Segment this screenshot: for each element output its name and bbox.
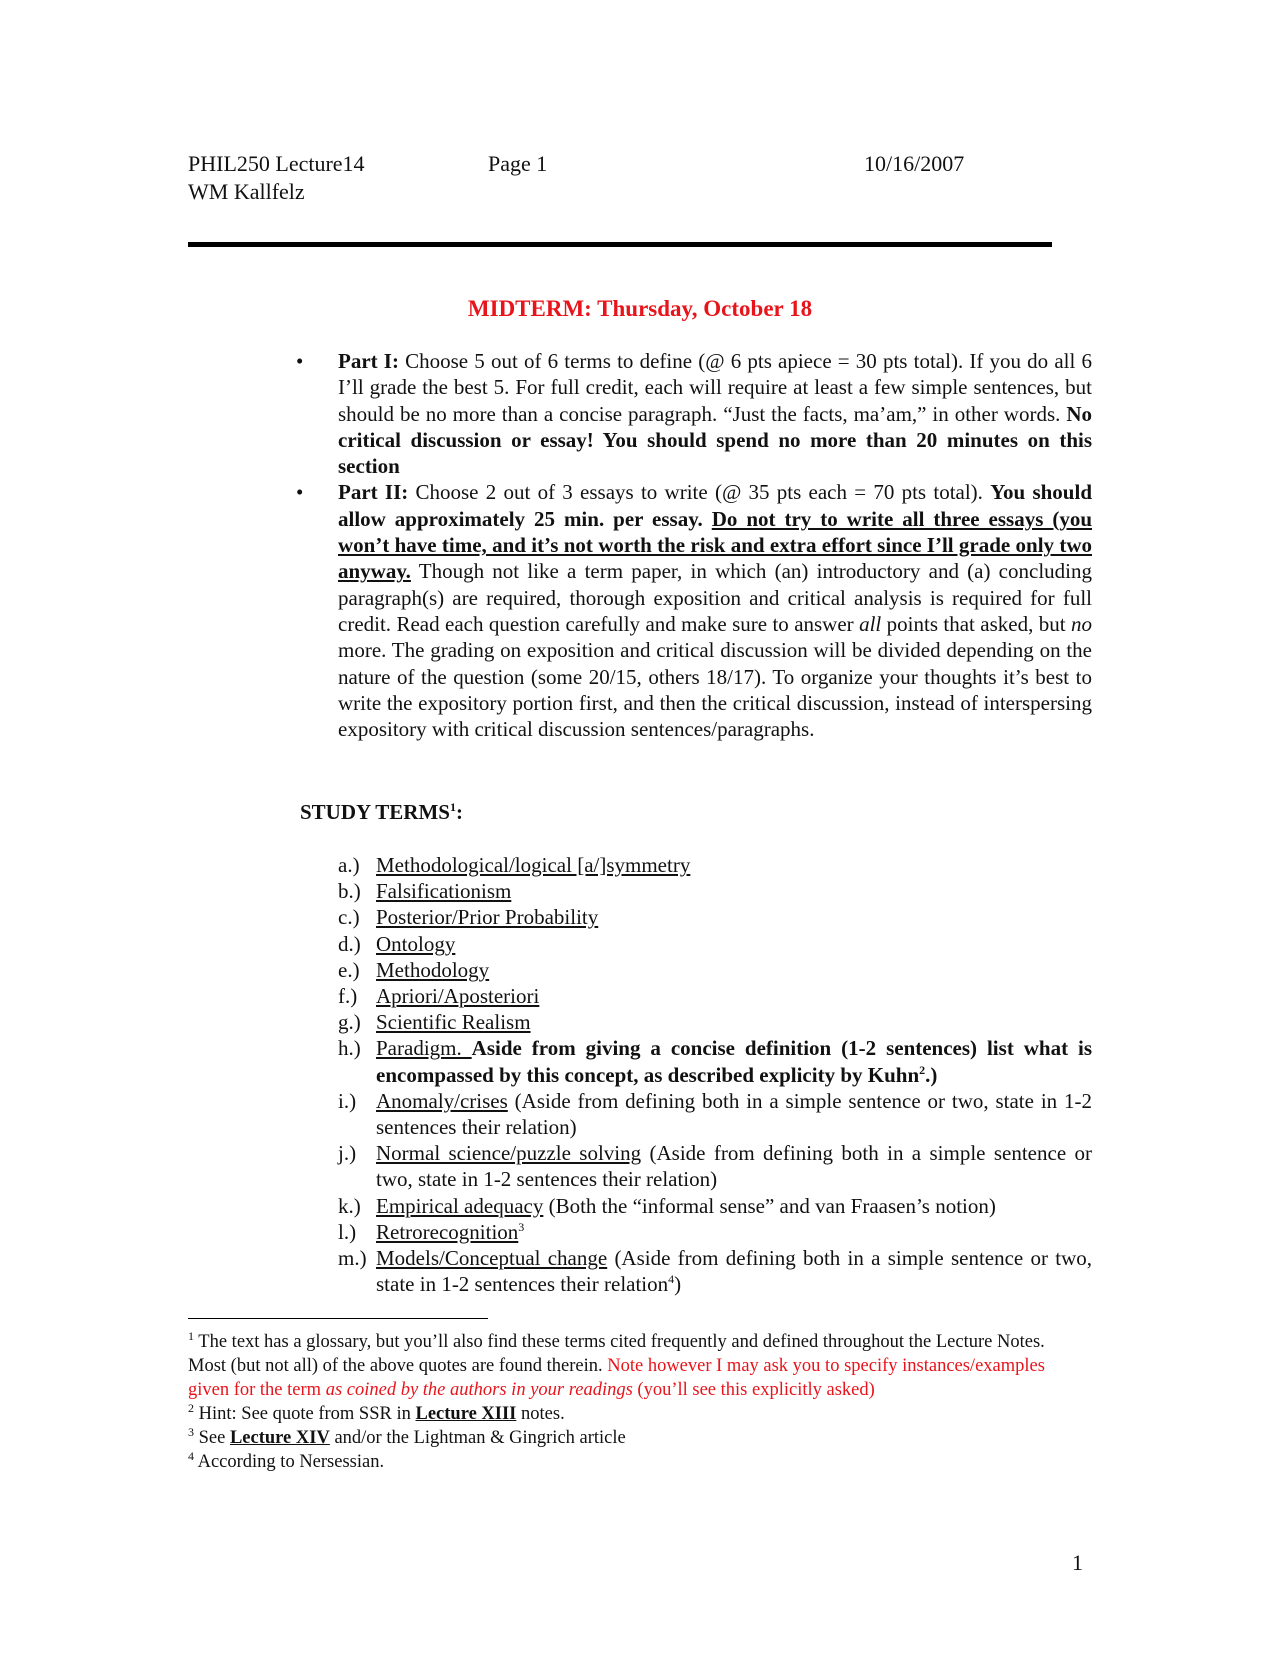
footnotes [188,1330,1068,1474]
bullet-icon: • [296,480,304,505]
part2-label: Part II: [338,480,409,505]
term-letter: d.) [338,931,361,956]
bullet-icon: • [296,349,304,373]
part2-text-c: more. The grading on exposition and critical discussion will be divided depending on the nature of the question (some 20/15, others 18/17). To organize your thoughts it’s best to write the expository portion first, and then the critical discussion, instead of interspersing expository with critical discussion sentences/paragraphs. [338,638,1092,742]
footnote-text: See [194,1428,230,1448]
footnote-1 [188,1330,1068,1402]
term-name: Retrorecognition [376,1219,519,1244]
part2-bold-text: You should allow approximately 25 min. per essay. [338,480,1092,531]
page-title: MIDTERM: Thursday, October 18 [467,296,813,321]
footnote-ref: 4 [668,1272,675,1287]
part1-label: Part I: [338,349,399,373]
footnote-text-end: notes. [516,1404,565,1424]
footnote-ref: 2 [919,1062,926,1077]
footnote-2 [188,1402,1068,1426]
term-note: (Aside from defining both in a simple sentence or two, state in 1-2 sentences their relation) [376,1088,1092,1140]
part2-text-b: points that asked, but [881,611,1071,636]
term-note-end: .) [925,1062,938,1087]
term-name: Empirical adequacy [376,1193,544,1218]
term-letter: j.) [338,1141,357,1166]
term-name: Paradigm. [376,1036,472,1061]
footnote-text: According to Nersessian. [194,1452,385,1472]
footnote-rule [188,1318,488,1319]
heading-colon: : [455,800,463,824]
term-name: Normal science/puzzle solving [376,1141,642,1166]
footnote-number: 1 [188,1328,194,1343]
footnote-text: The text has a glossary, but you’ll also find these terms cited frequently and defined throughout the Lecture Notes. Most (but not all) of the above quotes are found therein. [188,1332,1045,1376]
study-terms-heading [300,800,463,825]
term-item [338,957,1092,983]
footnote-red-end: (you’ll see this explicitly asked) [632,1380,875,1400]
term-name: Anomaly/crises [376,1088,508,1113]
page-label: Page 1 [488,151,548,176]
term-letter: m.) [338,1246,367,1271]
course-lecture: PHIL250 Lecture14 [188,151,365,176]
term-name: Posterior/Prior Probability [376,905,599,930]
term-item [338,878,1092,904]
term-name: Methodology [376,957,490,982]
term-letter: c.) [338,905,360,930]
term-letter: i.) [338,1088,357,1113]
part2-emphasis-no: no [1071,611,1092,636]
part2-emphasis-all: all [859,611,882,636]
study-terms-list [338,852,1092,1297]
term-letter: l.) [338,1219,357,1244]
term-letter: g.) [338,1010,361,1035]
footnote-4 [188,1450,1068,1474]
part2-item [296,479,1092,742]
term-letter: e.) [338,957,360,982]
term-item [338,1219,1092,1245]
term-note: (Both the “informal sense” and van Fraasen’s notion) [543,1193,996,1218]
term-item [338,983,1092,1009]
part2-warning: Do not try to write all three essays (you won’t have time, and it’s not worth the risk and extra effort since I’ll grade only two anyway. [338,506,1092,584]
term-note: (Aside from defining both in a simple sentence or two, state in 1-2 sentences their relation) [376,1141,1093,1192]
lecture-xiv-link[interactable]: Lecture XIV [229,1428,330,1448]
term-note-end: ) [674,1272,682,1297]
footnote-red-text: Note however I may ask you to specify instances/examples given for the term [188,1356,1045,1400]
footnote-text: Hint: See quote from SSR in [194,1404,416,1424]
part1-bold-text: No critical discussion or essay! You should spend no more than 20 minutes on this section [338,401,1092,479]
term-item [338,852,1092,878]
instructions-list [296,348,1092,742]
term-item [338,1193,1092,1219]
study-terms-title: STUDY TERMS [300,800,450,824]
author-name: WM Kallfelz [188,179,305,204]
term-name: Models/Conceptual change [376,1246,608,1271]
term-item [338,1140,1092,1192]
term-letter: h.) [338,1036,361,1061]
footnote-number: 2 [188,1400,194,1415]
part2-text: Choose 2 out of 3 essays to write (@ 35 pts each = 70 pts total). [408,480,991,505]
term-letter: f.) [338,984,358,1009]
term-name: Methodological/logical [a/]symmetry [376,853,691,877]
term-item [338,1035,1092,1087]
footnote-red-italic: as coined by the authors in your readings [325,1380,633,1400]
footnote-3 [188,1426,1068,1450]
footnote-ref: 3 [518,1219,525,1234]
term-name: Ontology [376,931,456,956]
term-item [338,1088,1092,1140]
term-name: Falsificationism [376,879,512,904]
part1-item [296,348,1092,479]
term-item [338,931,1092,957]
term-item [338,1009,1092,1035]
term-name: Scientific Realism [376,1010,531,1035]
term-note: (Aside from defining both in a simple sentence or two, state in 1-2 sentences their relation [376,1246,1092,1297]
lecture-xiii-link[interactable]: Lecture XIII [415,1404,517,1424]
term-note: Aside from giving a concise definition (1-2 sentences) list what is encompassed by this concept, as described explicity by Kuhn [376,1036,1093,1087]
footnote-text-end: and/or the Lightman & Gingrich article [329,1428,626,1448]
term-name: Apriori/Aposteriori [376,984,540,1009]
term-item [338,1245,1092,1297]
term-letter: b.) [338,879,361,904]
header-rule [188,242,1052,247]
part2-text-a: Though not like a term paper, in which (an) introductory and (a) concluding paragraph(s) are required, thorough exposition and critical analysis is required for full credit. Read each question carefully and make sure to answer [338,559,1092,636]
header-date: 10/16/2007 [864,151,965,176]
footnote-ref: 1 [449,800,456,814]
term-item [338,904,1092,930]
part1-text: Choose 5 out of 6 terms to define (@ 6 pts apiece = 30 pts total). If you do all 6 I’ll grade the best 5. For full credit, each will require at least a few simple sentences, but should be no more than a concise paragraph. “Just the facts, ma’am,” in other words. [338,349,1092,426]
term-letter: k.) [338,1193,361,1218]
footnote-number: 3 [188,1424,194,1439]
page-number: 1 [1072,1550,1083,1575]
term-letter: a.) [338,853,360,877]
footnote-number: 4 [188,1448,194,1463]
